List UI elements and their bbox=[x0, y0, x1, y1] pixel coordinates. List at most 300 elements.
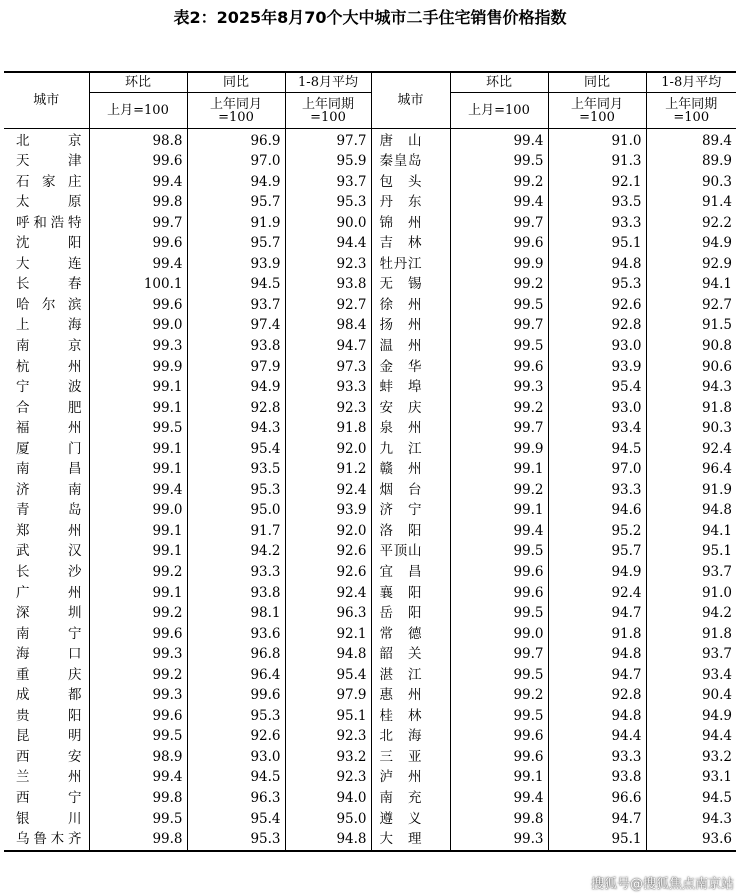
col-header-avg-right: 1-8月平均 bbox=[646, 72, 736, 93]
cell-avg-left: 92.3 bbox=[285, 398, 371, 419]
cell-tongbi-left: 92.8 bbox=[187, 398, 285, 419]
cell-city-right: 泉 州 bbox=[371, 419, 450, 440]
table-row bbox=[4, 480, 736, 501]
cell-huanbi-left: 99.4 bbox=[89, 480, 187, 501]
cell-city-left: 福 州 bbox=[4, 419, 89, 440]
cell-city-left: 北 京 bbox=[4, 129, 89, 152]
cell-tongbi-right: 97.0 bbox=[548, 460, 646, 481]
table-row bbox=[4, 645, 736, 666]
table-row bbox=[4, 152, 736, 173]
base-avg-line2: =100 bbox=[310, 109, 346, 125]
table-row bbox=[4, 747, 736, 768]
cell-tongbi-right: 92.1 bbox=[548, 172, 646, 193]
table-row bbox=[4, 542, 736, 563]
cell-city-left: 杭 州 bbox=[4, 357, 89, 378]
cell-city-left: 青 岛 bbox=[4, 501, 89, 522]
table-row bbox=[4, 604, 736, 625]
cell-huanbi-left: 99.0 bbox=[89, 501, 187, 522]
cell-city-right: 唐 山 bbox=[371, 129, 450, 152]
cell-avg-right: 90.4 bbox=[646, 686, 736, 707]
cell-tongbi-right: 93.0 bbox=[548, 398, 646, 419]
cell-city-right: 北 海 bbox=[371, 727, 450, 748]
base-tongbi-left bbox=[187, 93, 285, 129]
col-header-city-right: 城市 bbox=[371, 72, 450, 129]
cell-tongbi-left: 92.6 bbox=[187, 727, 285, 748]
cell-city-right: 吉 林 bbox=[371, 234, 450, 255]
table-row bbox=[4, 129, 736, 152]
cell-avg-left: 92.3 bbox=[285, 768, 371, 789]
cell-tongbi-left: 95.3 bbox=[187, 480, 285, 501]
cell-huanbi-right: 99.1 bbox=[450, 460, 548, 481]
cell-avg-left: 92.4 bbox=[285, 480, 371, 501]
cell-avg-right: 94.8 bbox=[646, 501, 736, 522]
cell-avg-right: 92.2 bbox=[646, 213, 736, 234]
cell-tongbi-right: 93.3 bbox=[548, 480, 646, 501]
cell-avg-left: 97.3 bbox=[285, 357, 371, 378]
cell-tongbi-right: 92.8 bbox=[548, 686, 646, 707]
cell-tongbi-left: 96.4 bbox=[187, 665, 285, 686]
base-avg-line2: =100 bbox=[673, 109, 710, 125]
cell-huanbi-right: 99.8 bbox=[450, 809, 548, 830]
cell-tongbi-left: 91.7 bbox=[187, 521, 285, 542]
cell-city-right: 韶 关 bbox=[371, 645, 450, 666]
cell-huanbi-left: 99.5 bbox=[89, 419, 187, 440]
col-header-tongbi-left: 同比 bbox=[187, 72, 285, 93]
cell-avg-left: 98.4 bbox=[285, 316, 371, 337]
cell-city-right: 桂 林 bbox=[371, 706, 450, 727]
cell-city-left: 西 宁 bbox=[4, 789, 89, 810]
cell-tongbi-left: 99.6 bbox=[187, 686, 285, 707]
cell-huanbi-left: 98.9 bbox=[89, 747, 187, 768]
cell-tongbi-right: 94.8 bbox=[548, 254, 646, 275]
cell-huanbi-right: 99.2 bbox=[450, 275, 548, 296]
cell-huanbi-right: 99.6 bbox=[450, 357, 548, 378]
cell-city-right: 锦 州 bbox=[371, 213, 450, 234]
cell-avg-right: 92.9 bbox=[646, 254, 736, 275]
cell-city-left: 厦 门 bbox=[4, 439, 89, 460]
cell-huanbi-left: 99.3 bbox=[89, 336, 187, 357]
cell-tongbi-right: 93.3 bbox=[548, 213, 646, 234]
cell-tongbi-left: 93.7 bbox=[187, 295, 285, 316]
cell-city-left: 重 庆 bbox=[4, 665, 89, 686]
cell-city-left: 哈尔滨 bbox=[4, 295, 89, 316]
cell-huanbi-right: 99.2 bbox=[450, 686, 548, 707]
cell-tongbi-right: 95.1 bbox=[548, 234, 646, 255]
cell-tongbi-right: 94.7 bbox=[548, 604, 646, 625]
cell-tongbi-right: 93.0 bbox=[548, 336, 646, 357]
cell-avg-left: 93.2 bbox=[285, 747, 371, 768]
table-row bbox=[4, 583, 736, 604]
cell-tongbi-left: 95.0 bbox=[187, 501, 285, 522]
cell-avg-left: 95.3 bbox=[285, 193, 371, 214]
cell-huanbi-left: 99.7 bbox=[89, 213, 187, 234]
cell-huanbi-left: 99.1 bbox=[89, 460, 187, 481]
cell-tongbi-right: 94.6 bbox=[548, 501, 646, 522]
cell-tongbi-left: 97.9 bbox=[187, 357, 285, 378]
cell-city-right: 蚌 埠 bbox=[371, 378, 450, 399]
cell-city-right: 九 江 bbox=[371, 439, 450, 460]
cell-avg-right: 89.9 bbox=[646, 152, 736, 173]
table-row bbox=[4, 624, 736, 645]
col-header-huanbi-right: 环比 bbox=[450, 72, 548, 93]
cell-tongbi-right: 95.7 bbox=[548, 542, 646, 563]
cell-huanbi-left: 99.8 bbox=[89, 789, 187, 810]
table-row bbox=[4, 336, 736, 357]
cell-tongbi-left: 93.6 bbox=[187, 624, 285, 645]
table-row bbox=[4, 234, 736, 255]
cell-city-right: 丹 东 bbox=[371, 193, 450, 214]
cell-city-right: 襄 阳 bbox=[371, 583, 450, 604]
cell-avg-left: 91.8 bbox=[285, 419, 371, 440]
cell-tongbi-right: 94.9 bbox=[548, 562, 646, 583]
cell-huanbi-left: 99.1 bbox=[89, 583, 187, 604]
cell-huanbi-left: 99.6 bbox=[89, 295, 187, 316]
cell-avg-left: 94.8 bbox=[285, 830, 371, 852]
cell-avg-left: 91.2 bbox=[285, 460, 371, 481]
cell-huanbi-right: 99.4 bbox=[450, 193, 548, 214]
table-row bbox=[4, 213, 736, 234]
cell-city-left: 呼和浩特 bbox=[4, 213, 89, 234]
cell-huanbi-left: 98.8 bbox=[89, 129, 187, 152]
cell-tongbi-left: 96.9 bbox=[187, 129, 285, 152]
cell-huanbi-right: 99.1 bbox=[450, 768, 548, 789]
base-avg-left bbox=[285, 93, 371, 129]
table-row bbox=[4, 686, 736, 707]
cell-huanbi-right: 99.7 bbox=[450, 645, 548, 666]
cell-huanbi-right: 99.9 bbox=[450, 254, 548, 275]
cell-tongbi-left: 93.8 bbox=[187, 336, 285, 357]
cell-tongbi-right: 94.7 bbox=[548, 809, 646, 830]
cell-city-left: 贵 阳 bbox=[4, 706, 89, 727]
table-row bbox=[4, 254, 736, 275]
cell-huanbi-left: 100.1 bbox=[89, 275, 187, 296]
cell-avg-right: 94.2 bbox=[646, 604, 736, 625]
cell-tongbi-right: 93.8 bbox=[548, 768, 646, 789]
cell-avg-left: 97.7 bbox=[285, 129, 371, 152]
cell-city-left: 银 川 bbox=[4, 809, 89, 830]
base-avg-line1: 上年同期 bbox=[665, 96, 718, 112]
cell-huanbi-right: 99.5 bbox=[450, 706, 548, 727]
cell-huanbi-right: 99.5 bbox=[450, 604, 548, 625]
base-tongbi-line1: 上年同月 bbox=[209, 96, 262, 112]
cell-city-right: 惠 州 bbox=[371, 686, 450, 707]
cell-city-right: 包 头 bbox=[371, 172, 450, 193]
cell-avg-right: 91.8 bbox=[646, 398, 736, 419]
cell-huanbi-right: 99.3 bbox=[450, 378, 548, 399]
table-row bbox=[4, 809, 736, 830]
cell-tongbi-left: 96.3 bbox=[187, 789, 285, 810]
cell-tongbi-left: 93.9 bbox=[187, 254, 285, 275]
cell-tongbi-left: 93.3 bbox=[187, 562, 285, 583]
cell-city-left: 南 京 bbox=[4, 336, 89, 357]
cell-city-left: 成 都 bbox=[4, 686, 89, 707]
cell-city-left: 长 春 bbox=[4, 275, 89, 296]
cell-tongbi-left: 96.8 bbox=[187, 645, 285, 666]
cell-avg-right: 93.2 bbox=[646, 747, 736, 768]
base-tongbi-line2: =100 bbox=[579, 109, 615, 125]
cell-city-left: 兰 州 bbox=[4, 768, 89, 789]
base-huanbi-right: 上月=100 bbox=[450, 93, 548, 129]
cell-avg-left: 97.9 bbox=[285, 686, 371, 707]
cell-city-left: 西 安 bbox=[4, 747, 89, 768]
cell-huanbi-left: 99.9 bbox=[89, 357, 187, 378]
cell-avg-right: 94.9 bbox=[646, 234, 736, 255]
cell-tongbi-left: 95.4 bbox=[187, 809, 285, 830]
table-row bbox=[4, 460, 736, 481]
cell-avg-left: 95.9 bbox=[285, 152, 371, 173]
base-tongbi-line1: 上年同月 bbox=[570, 96, 623, 112]
cell-avg-right: 90.8 bbox=[646, 336, 736, 357]
cell-avg-left: 92.0 bbox=[285, 439, 371, 460]
cell-avg-right: 91.4 bbox=[646, 193, 736, 214]
cell-city-right: 岳 阳 bbox=[371, 604, 450, 625]
cell-city-left: 昆 明 bbox=[4, 727, 89, 748]
table-title: 表2：2025年8月70个大中城市二手住宅销售价格指数 bbox=[173, 8, 567, 27]
cell-city-right: 烟 台 bbox=[371, 480, 450, 501]
cell-avg-left: 90.0 bbox=[285, 213, 371, 234]
table-row bbox=[4, 768, 736, 789]
cell-avg-right: 90.3 bbox=[646, 172, 736, 193]
cell-tongbi-right: 92.8 bbox=[548, 316, 646, 337]
cell-avg-left: 93.7 bbox=[285, 172, 371, 193]
cell-avg-right: 92.4 bbox=[646, 439, 736, 460]
cell-city-left: 深 圳 bbox=[4, 604, 89, 625]
cell-tongbi-left: 97.4 bbox=[187, 316, 285, 337]
cell-tongbi-left: 95.3 bbox=[187, 706, 285, 727]
cell-avg-right: 91.9 bbox=[646, 480, 736, 501]
cell-avg-right: 94.1 bbox=[646, 521, 736, 542]
cell-tongbi-left: 98.1 bbox=[187, 604, 285, 625]
cell-huanbi-right: 99.6 bbox=[450, 562, 548, 583]
cell-huanbi-left: 99.2 bbox=[89, 562, 187, 583]
cell-city-right: 常 德 bbox=[371, 624, 450, 645]
cell-tongbi-right: 94.5 bbox=[548, 439, 646, 460]
cell-huanbi-left: 99.6 bbox=[89, 234, 187, 255]
cell-tongbi-left: 94.5 bbox=[187, 275, 285, 296]
cell-huanbi-left: 99.4 bbox=[89, 254, 187, 275]
cell-avg-right: 93.7 bbox=[646, 645, 736, 666]
cell-huanbi-left: 99.4 bbox=[89, 172, 187, 193]
table-row bbox=[4, 501, 736, 522]
cell-avg-left: 93.3 bbox=[285, 378, 371, 399]
cell-huanbi-right: 99.3 bbox=[450, 830, 548, 852]
table-row bbox=[4, 398, 736, 419]
table-row bbox=[4, 789, 736, 810]
cell-avg-right: 94.3 bbox=[646, 378, 736, 399]
cell-avg-right: 91.5 bbox=[646, 316, 736, 337]
cell-huanbi-right: 99.9 bbox=[450, 439, 548, 460]
cell-city-right: 赣 州 bbox=[371, 460, 450, 481]
cell-avg-left: 93.8 bbox=[285, 275, 371, 296]
cell-avg-left: 95.1 bbox=[285, 706, 371, 727]
cell-huanbi-right: 99.5 bbox=[450, 665, 548, 686]
cell-avg-left: 92.1 bbox=[285, 624, 371, 645]
cell-city-right: 温 州 bbox=[371, 336, 450, 357]
cell-city-right: 南 充 bbox=[371, 789, 450, 810]
cell-tongbi-left: 94.5 bbox=[187, 768, 285, 789]
cell-huanbi-left: 99.4 bbox=[89, 768, 187, 789]
table-row bbox=[4, 275, 736, 296]
cell-avg-right: 93.4 bbox=[646, 665, 736, 686]
cell-tongbi-right: 94.8 bbox=[548, 645, 646, 666]
header-row-1 bbox=[4, 72, 736, 93]
cell-huanbi-left: 99.5 bbox=[89, 727, 187, 748]
cell-city-right: 湛 江 bbox=[371, 665, 450, 686]
cell-huanbi-right: 99.5 bbox=[450, 336, 548, 357]
cell-huanbi-left: 99.1 bbox=[89, 439, 187, 460]
cell-city-left: 武 汉 bbox=[4, 542, 89, 563]
table-row bbox=[4, 521, 736, 542]
table-row bbox=[4, 316, 736, 337]
cell-huanbi-left: 99.2 bbox=[89, 604, 187, 625]
cell-tongbi-left: 93.8 bbox=[187, 583, 285, 604]
cell-avg-left: 95.4 bbox=[285, 665, 371, 686]
cell-tongbi-left: 94.9 bbox=[187, 172, 285, 193]
cell-huanbi-left: 99.6 bbox=[89, 706, 187, 727]
table-row bbox=[4, 562, 736, 583]
cell-huanbi-right: 99.7 bbox=[450, 419, 548, 440]
cell-tongbi-right: 94.8 bbox=[548, 706, 646, 727]
cell-huanbi-right: 99.4 bbox=[450, 521, 548, 542]
cell-tongbi-right: 96.6 bbox=[548, 789, 646, 810]
cell-huanbi-left: 99.0 bbox=[89, 316, 187, 337]
cell-city-left: 南 昌 bbox=[4, 460, 89, 481]
cell-avg-left: 94.4 bbox=[285, 234, 371, 255]
table-row bbox=[4, 419, 736, 440]
table-row bbox=[4, 665, 736, 686]
cell-huanbi-right: 99.2 bbox=[450, 480, 548, 501]
cell-huanbi-right: 99.5 bbox=[450, 295, 548, 316]
cell-city-right: 济 宁 bbox=[371, 501, 450, 522]
watermark: 搜狐号@搜狐焦点南京站 bbox=[590, 877, 734, 892]
cell-city-right: 三 亚 bbox=[371, 747, 450, 768]
cell-tongbi-right: 94.7 bbox=[548, 665, 646, 686]
col-header-tongbi-right: 同比 bbox=[548, 72, 646, 93]
cell-huanbi-right: 99.1 bbox=[450, 501, 548, 522]
cell-city-right: 扬 州 bbox=[371, 316, 450, 337]
cell-city-left: 海 口 bbox=[4, 645, 89, 666]
cell-avg-right: 94.4 bbox=[646, 727, 736, 748]
cell-huanbi-right: 99.5 bbox=[450, 542, 548, 563]
cell-tongbi-right: 94.4 bbox=[548, 727, 646, 748]
cell-city-left: 广 州 bbox=[4, 583, 89, 604]
cell-huanbi-left: 99.2 bbox=[89, 665, 187, 686]
cell-tongbi-right: 93.3 bbox=[548, 747, 646, 768]
base-tongbi-line2: =100 bbox=[218, 109, 254, 125]
cell-avg-right: 94.1 bbox=[646, 275, 736, 296]
cell-huanbi-left: 99.1 bbox=[89, 542, 187, 563]
cell-tongbi-right: 93.5 bbox=[548, 193, 646, 214]
cell-avg-right: 93.7 bbox=[646, 562, 736, 583]
base-tongbi-right bbox=[548, 93, 646, 129]
cell-tongbi-left: 94.2 bbox=[187, 542, 285, 563]
cell-tongbi-right: 92.4 bbox=[548, 583, 646, 604]
table-row bbox=[4, 357, 736, 378]
cell-city-right: 无 锡 bbox=[371, 275, 450, 296]
cell-tongbi-left: 94.9 bbox=[187, 378, 285, 399]
cell-city-left: 郑 州 bbox=[4, 521, 89, 542]
cell-huanbi-right: 99.4 bbox=[450, 129, 548, 152]
cell-city-left: 长 沙 bbox=[4, 562, 89, 583]
cell-tongbi-left: 93.0 bbox=[187, 747, 285, 768]
cell-city-left: 乌鲁木齐 bbox=[4, 830, 89, 852]
cell-huanbi-left: 99.3 bbox=[89, 645, 187, 666]
cell-tongbi-right: 95.4 bbox=[548, 378, 646, 399]
cell-city-right: 安 庆 bbox=[371, 398, 450, 419]
cell-avg-left: 94.7 bbox=[285, 336, 371, 357]
cell-city-left: 大 连 bbox=[4, 254, 89, 275]
cell-avg-right: 91.8 bbox=[646, 624, 736, 645]
cell-avg-left: 93.9 bbox=[285, 501, 371, 522]
cell-avg-left: 92.6 bbox=[285, 542, 371, 563]
cell-huanbi-right: 99.5 bbox=[450, 152, 548, 173]
cell-tongbi-left: 95.7 bbox=[187, 234, 285, 255]
cell-city-right: 秦皇岛 bbox=[371, 152, 450, 173]
cell-tongbi-left: 91.9 bbox=[187, 213, 285, 234]
col-header-huanbi-left: 环比 bbox=[89, 72, 187, 93]
cell-avg-right: 96.4 bbox=[646, 460, 736, 481]
cell-city-right: 金 华 bbox=[371, 357, 450, 378]
cell-huanbi-left: 99.1 bbox=[89, 378, 187, 399]
cell-avg-left: 94.0 bbox=[285, 789, 371, 810]
table-row bbox=[4, 727, 736, 748]
cell-huanbi-right: 99.6 bbox=[450, 234, 548, 255]
cell-tongbi-right: 91.3 bbox=[548, 152, 646, 173]
cell-avg-right: 94.9 bbox=[646, 706, 736, 727]
cell-avg-right: 89.4 bbox=[646, 129, 736, 152]
table-row bbox=[4, 172, 736, 193]
cell-city-right: 牡丹江 bbox=[371, 254, 450, 275]
cell-avg-left: 92.0 bbox=[285, 521, 371, 542]
cell-city-left: 沈 阳 bbox=[4, 234, 89, 255]
cell-city-left: 石家庄 bbox=[4, 172, 89, 193]
cell-tongbi-right: 93.4 bbox=[548, 419, 646, 440]
cell-city-right: 徐 州 bbox=[371, 295, 450, 316]
cell-avg-left: 92.3 bbox=[285, 727, 371, 748]
cell-huanbi-right: 99.7 bbox=[450, 213, 548, 234]
cell-avg-left: 96.3 bbox=[285, 604, 371, 625]
cell-city-right: 泸 州 bbox=[371, 768, 450, 789]
cell-tongbi-left: 93.5 bbox=[187, 460, 285, 481]
cell-city-left: 合 肥 bbox=[4, 398, 89, 419]
table-row bbox=[4, 439, 736, 460]
cell-avg-left: 92.6 bbox=[285, 562, 371, 583]
cell-avg-left: 95.0 bbox=[285, 809, 371, 830]
cell-avg-right: 94.3 bbox=[646, 809, 736, 830]
cell-huanbi-right: 99.2 bbox=[450, 172, 548, 193]
cell-huanbi-right: 99.4 bbox=[450, 789, 548, 810]
cell-avg-left: 92.3 bbox=[285, 254, 371, 275]
cell-huanbi-left: 99.1 bbox=[89, 398, 187, 419]
col-header-avg-left: 1-8月平均 bbox=[285, 72, 371, 93]
cell-tongbi-right: 95.1 bbox=[548, 830, 646, 852]
cell-huanbi-left: 99.3 bbox=[89, 686, 187, 707]
cell-city-left: 南 宁 bbox=[4, 624, 89, 645]
cell-huanbi-left: 99.6 bbox=[89, 624, 187, 645]
cell-tongbi-left: 95.4 bbox=[187, 439, 285, 460]
cell-tongbi-left: 95.7 bbox=[187, 193, 285, 214]
table-row bbox=[4, 830, 736, 852]
cell-avg-left: 92.4 bbox=[285, 583, 371, 604]
cell-tongbi-left: 95.3 bbox=[187, 830, 285, 852]
cell-avg-left: 92.7 bbox=[285, 295, 371, 316]
cell-huanbi-left: 99.6 bbox=[89, 152, 187, 173]
table-body bbox=[4, 129, 736, 852]
cell-avg-right: 95.1 bbox=[646, 542, 736, 563]
cell-avg-right: 90.3 bbox=[646, 419, 736, 440]
base-avg-line1: 上年同期 bbox=[301, 96, 354, 112]
cell-avg-right: 93.1 bbox=[646, 768, 736, 789]
